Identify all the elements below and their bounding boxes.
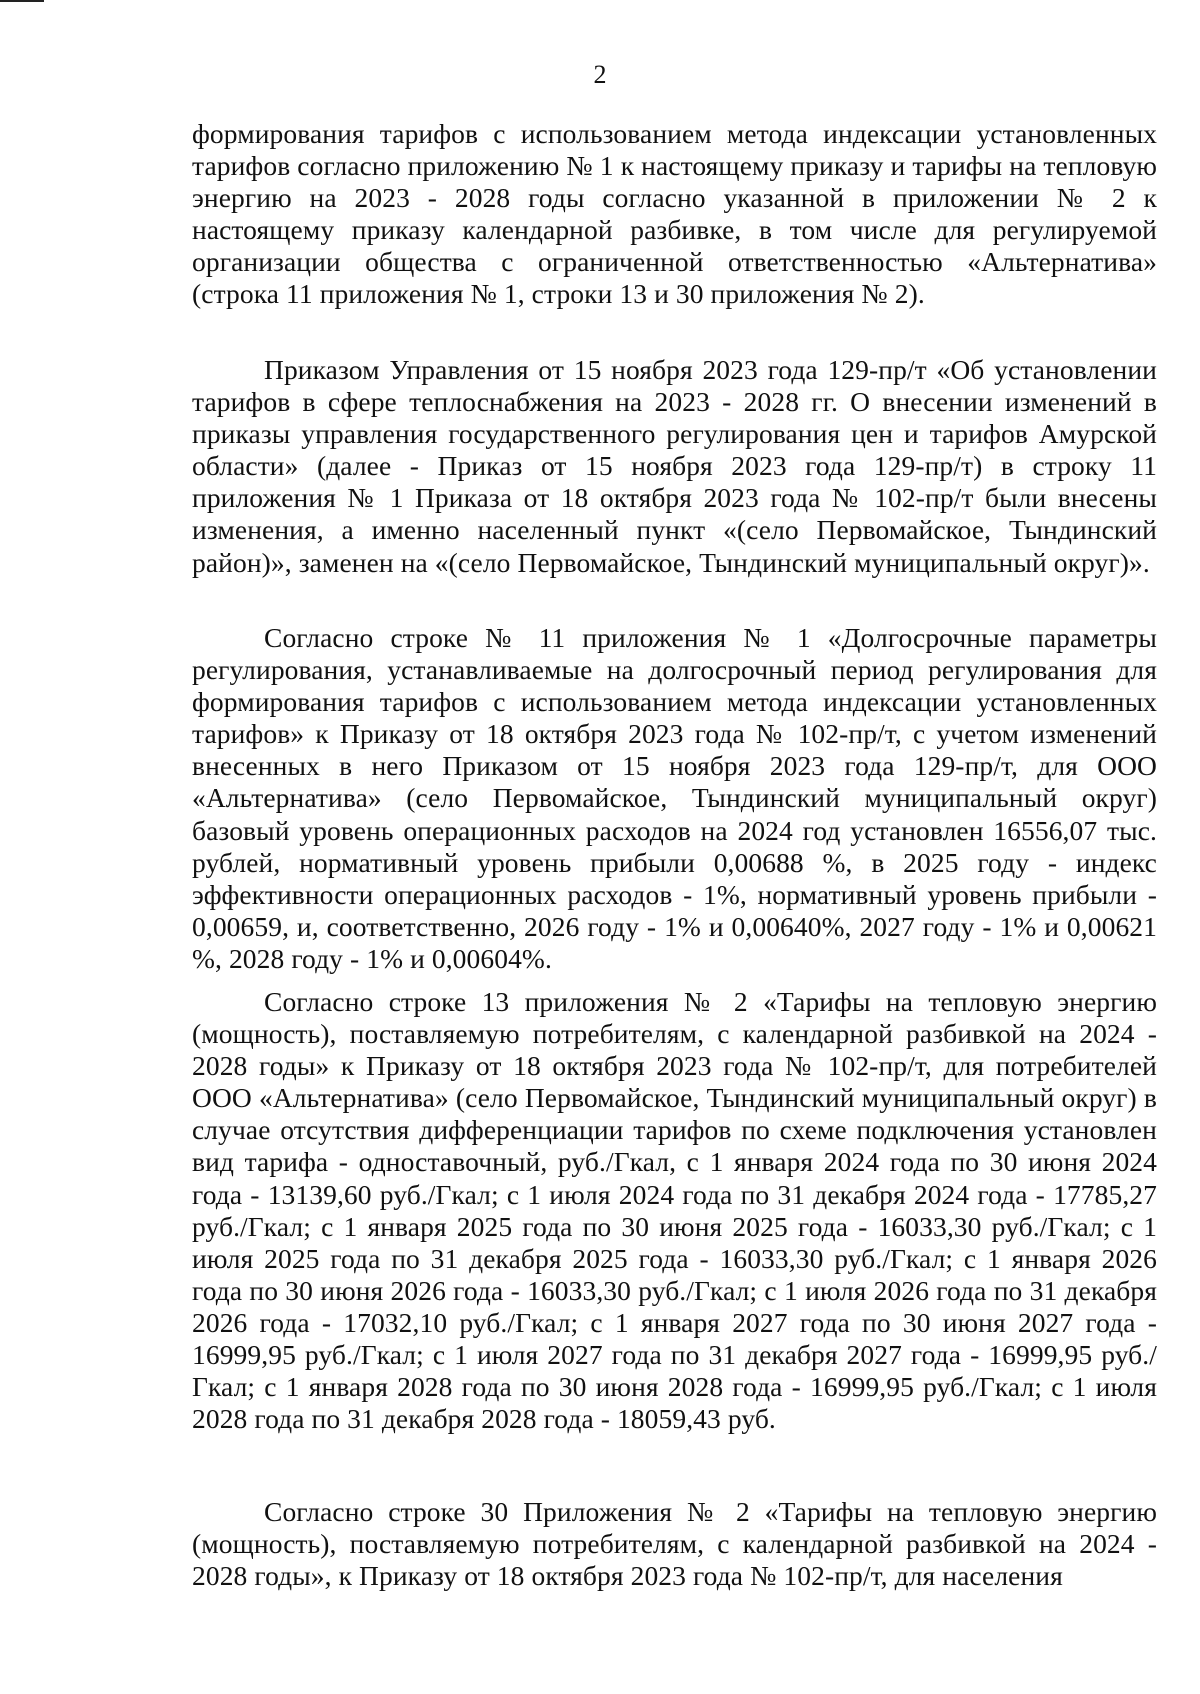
document-body-4 — [192, 986, 1157, 1435]
scan-edge-mark — [0, 0, 44, 2]
document-body — [192, 118, 1157, 311]
paragraph-tariffs-row-30: Согласно строке 30 Приложения № 2 «Тарифы на тепловую энергию (мощность), поставляемую потребителям, с календарной разбивкой на 2024 - 2028 годы», к Приказу от 18 октября 2023 года № 102-пр/т, для населения — [192, 1496, 1157, 1592]
paragraph-tariffs-row-13: Согласно строке 13 приложения № 2 «Тарифы на тепловую энергию (мощность), поставляемую потребителям, с календарной разбивкой на 2024 - 2028 годы» к Приказу от 18 октября 2023 года № 102-пр/т, для потребителей ООО «Альтернатива» (село Первомайское, Тындинский муниципальный округ) в случае отсутствия дифференциации тарифов по схеме подключения установлен вид тарифа - одноставочный, руб./Гкал, с 1 января 2024 года по 30 июня 2024 года - 13139,60 руб./Гкал; с 1 июля 2024 года по 31 декабря 2024 года - 17785,27 руб./Гкал; с 1 января 2025 года по 30 июня 2025 года - 16033,30 руб./Гкал; с 1 июля 2025 года по 31 декабря 2025 года - 16033,30 руб./Гкал; с 1 января 2026 года по 30 июня 2026 года - 16033,30 руб./Гкал; с 1 июля 2026 года по 31 декабря 2026 года - 17032,10 руб./Гкал; с 1 января 2027 года по 30 июня 2027 года - 16999,95 руб./Гкал; с 1 июля 2027 года по 31 декабря 2027 года - 16999,95 руб./Гкал; с 1 января 2028 года по 30 июня 2028 года - 16999,95 руб./Гкал; с 1 июля 2028 года по 31 декабря 2028 года - 18059,43 руб. — [192, 986, 1157, 1435]
paragraph-order-amendment: Приказом Управления от 15 ноября 2023 года 129-пр/т «Об установлении тарифов в сфере теплоснабжения на 2023 - 2028 гг. О внесении изменений в приказы управления государственного регулирования цен и тарифов Амурской области» (далее - Приказ от 15 ноября 2023 года 129-пр/т) в строку 11 приложения № 1 Приказа от 18 октября 2023 года № 102-пр/т были внесены изменения, а именно населенный пункт «(село Первомайское, Тындинский район)», заменен на «(село Первомайское, Тындинский муниципальный округ)». — [192, 354, 1157, 578]
paragraph-long-term-parameters: Согласно строке № 11 приложения № 1 «Долгосрочные параметры регулирования, устанавливаемые на долгосрочный период регулирования для формирования тарифов с использованием метода индексации установленных тарифов» к Приказу от 18 октября 2023 года № 102-пр/т, с учетом изменений внесенных в него Приказом от 15 ноября 2023 года 129-пр/т, для ООО «Альтернатива» (село Первомайское, Тындинский муниципальный округ) базовый уровень операционных расходов на 2024 год установлен 16556,07 тыс. рублей, нормативный уровень прибыли 0,00688 %, в 2025 году - индекс эффективности операционных расходов - 1%, нормативный уровень прибыли - 0,00659, и, соответственно, 2026 году - 1% и 0,00640%, 2027 году - 1% и 0,00621 %, 2028 году - 1% и 0,00604%. — [192, 622, 1157, 974]
page-number: 2 — [593, 60, 607, 89]
paragraph-continuation: формирования тарифов с использованием метода индексации установленных тарифов согласно приложению № 1 к настоящему приказу и тарифы на тепловую энергию на 2023 - 2028 годы согласно указанной в приложении № 2 к настоящему приказу календарной разбивке, в том числе для регулируемой организации общества с ограниченной ответственностью «Альтернатива» (строка 11 приложения № 1, строки 13 и 30 приложения № 2). — [192, 118, 1157, 310]
document-body-3 — [192, 622, 1157, 975]
document-body-2 — [192, 354, 1157, 579]
document-body-5 — [192, 1496, 1157, 1592]
